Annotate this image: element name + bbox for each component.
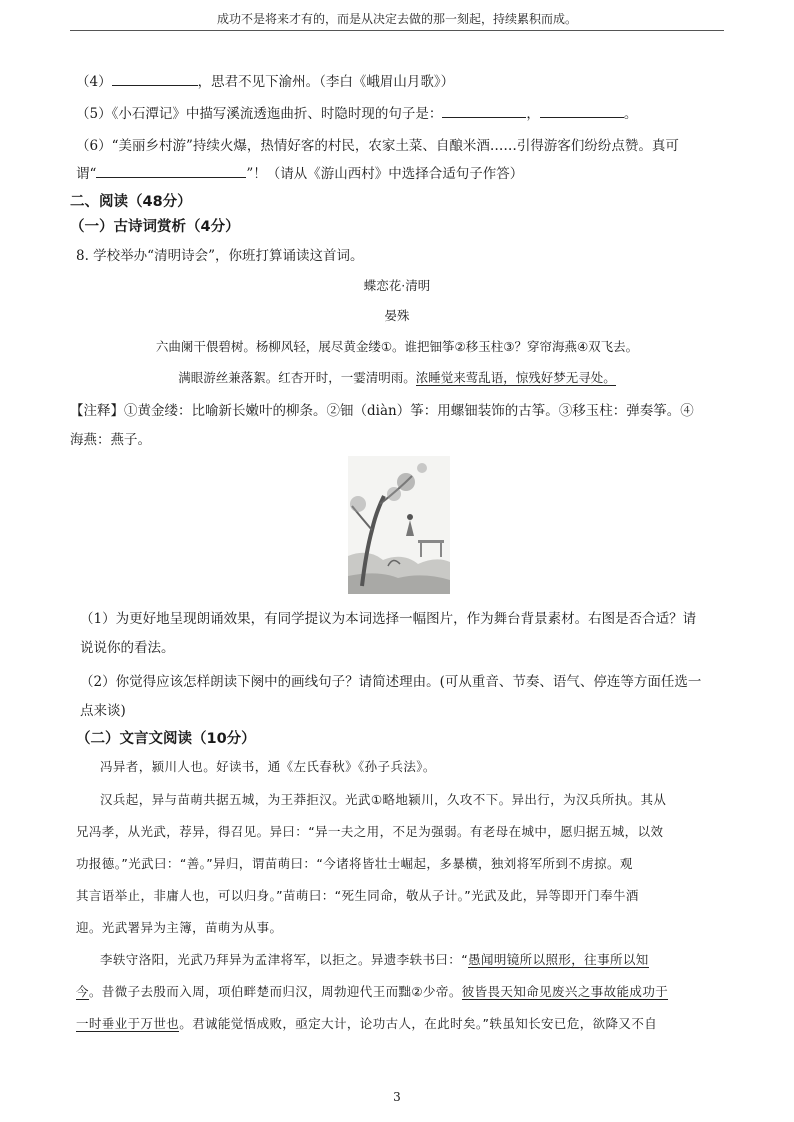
q8-intro: 8. 学校举办“清明诗会”，你班打算诵读这首词。 <box>76 248 364 264</box>
page-number: 3 <box>393 1090 401 1104</box>
section-2-title: 二、阅读（48分） <box>70 194 192 210</box>
header-motto: 成功不是将来才有的，而是从决定去做的那一刻起，持续累积而成。 <box>216 12 577 26</box>
passage-para-3-line-2 <box>76 982 668 1000</box>
notes-line-2: 海燕：燕子。 <box>70 432 151 448</box>
q6-answer-blank[interactable] <box>96 163 246 178</box>
poem-line-2 <box>0 368 794 386</box>
para-3-text-3: 。君诚能觉悟成败，亟定大计，论功古人，在此时矣。”轶虽知长安已危，欲降又不自 <box>179 1016 658 1031</box>
question-1-line1: （1）为更好地呈现朗诵效果，有同学提议为本词选择一幅图片，作为舞台背景素材。右图是否合适？请 <box>80 611 697 627</box>
question-5 <box>76 102 637 122</box>
poem-title: 蝶恋花·清明 <box>363 278 431 293</box>
passage-para-2-line-3: 功报德。”光武曰：“善。”异归，谓苗萌曰：“今诸将皆壮士崛起，多暴横，独刘将军所到不虏掠。观 <box>76 856 633 871</box>
poem-author: 晏殊 <box>384 308 410 323</box>
question-6-line1: （6）“美丽乡村游”持续火爆，热情好客的村民，农家土菜、自酿米酒……引得游客们纷纷点赞。真可 <box>76 138 679 154</box>
q5-end: 。 <box>623 106 638 122</box>
passage-para-1: 冯异者，颍川人也。好读书，通《左氏春秋》《孙子兵法》。 <box>100 759 436 774</box>
q5-answer-blank-2[interactable] <box>540 103 624 118</box>
underlined-sentence-2a: 彼皆畏天知命见废兴之事故能成功于 <box>461 984 669 999</box>
poem-underlined-sentence: 浓睡觉来莺乱语，惊残好梦无寻处。 <box>415 370 616 385</box>
passage-para-3-line-3 <box>76 1014 657 1032</box>
part-2-title: （二）文言文阅读（10分） <box>76 731 256 747</box>
question-1-line2: 说说你的看法。 <box>80 640 175 656</box>
notes-line-1: 【注释】①黄金缕：比喻新长嫩叶的柳条。②钿（diàn）筝：用螺钿装饰的古筝。③移玉柱：弹奏筝。④ <box>70 403 694 419</box>
passage-para-2-line-5: 迎。光武署异为主簿，苗萌为从事。 <box>76 920 283 935</box>
para-3-text: 李轶守洛阳，光武乃拜异为孟津将军，以拒之。异遗李轶书曰：“ <box>100 952 469 967</box>
q6-prefix: 谓“ <box>76 166 97 182</box>
underlined-sentence-2b: 一时垂业于万世也 <box>76 1016 180 1031</box>
q4-number: （4） <box>76 74 112 90</box>
q4-text: ，思君不见下渝州。（李白《峨眉山月歌》） <box>197 74 455 90</box>
question-6-line2 <box>76 162 523 182</box>
q5-text: （5）《小石潭记》中描写溪流透迤曲折、时隐时现的句子是： <box>76 106 443 122</box>
poem-line-2-plain: 满眼游丝兼落絮。红杏开时，一霎清明雨。 <box>178 370 416 385</box>
q5-answer-blank-1[interactable] <box>442 103 526 118</box>
underlined-sentence-1b: 今 <box>76 984 89 999</box>
passage-para-2-line-2: 兄冯孝，从光武，荐异，得召见。异曰：“异一夫之用，不足为强弱。有老母在城中，愿归据五城，以效 <box>76 824 664 839</box>
poem-line-1: 六曲阑干偎碧树。杨柳风轻，展尽黄金缕①。谁把钿筝②移玉柱③？穿帘海燕④双飞去。 <box>155 339 639 354</box>
passage-para-3-line-1 <box>100 950 649 968</box>
header-divider <box>70 30 724 31</box>
part-1-title: （一）古诗词赏析（4分） <box>70 219 240 235</box>
q4-answer-blank[interactable] <box>112 71 198 86</box>
passage-para-2-line-1: 汉兵起，异与苗萌共据五城，为王莽拒汉。光武①略地颍川，久攻不下。异出行，为汉兵所执。其从 <box>100 792 667 807</box>
ink-painting-image <box>348 456 450 594</box>
q5-separator: ， <box>526 106 540 122</box>
q6-suffix: ”！（请从《游山西村》中选择合适句子作答） <box>246 166 524 182</box>
question-2-line2: 点来谈) <box>80 703 126 719</box>
underlined-sentence-1a: 愚闻明镜所以照形，往事所以知 <box>468 952 649 967</box>
para-3-text-2: 。昔微子去殷而入周，项伯畔楚而归汉，周勃迎代王而黜②少帝。 <box>88 984 462 999</box>
question-2-line1: （2）你觉得应该怎样朗读下阕中的画线句子？请简述理由。(可从重音、节奏、语气、停连等方面任选一 <box>80 674 702 690</box>
passage-para-2-line-4: 其言语举止，非庸人也，可以归身。”苗萌曰：“死生同命，敬从子计。”光武及此，异等即开门奉牛酒 <box>76 888 639 903</box>
question-4 <box>76 70 454 90</box>
